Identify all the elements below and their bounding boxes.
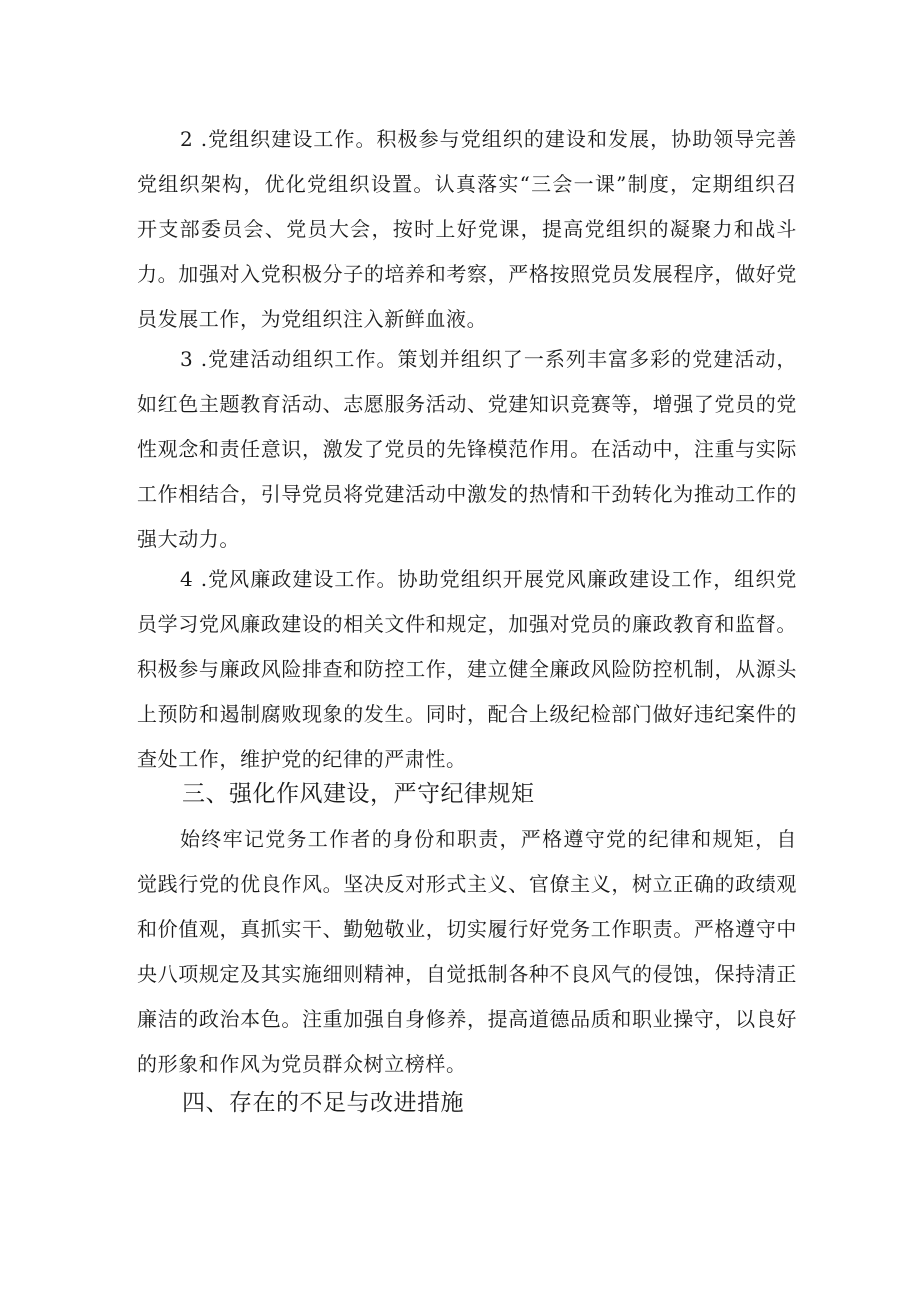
section-heading-four: 四、存在的不足与改进措施 bbox=[182, 1090, 464, 1116]
paragraph-text: 4 .党风廉政建设工作。协助党组织开展党风廉政建设工作，组织党员学习党风廉政建设的相关文件和规定，加强对党员的廉政教育和监督。积极参与廉政风险排查和防控工作，建立健全廉政风险防控机制，从源头上预防和遏制腐败现象的发生。同时，配合上级纪检部门做好违纪案件的查处工作，维护党的纪律的严肃性。 bbox=[137, 567, 797, 771]
paragraph-party-organization bbox=[137, 117, 797, 342]
section-heading-three: 三、强化作风建设，严守纪律规矩 bbox=[182, 781, 535, 807]
paragraph-work-style bbox=[137, 817, 797, 1087]
paragraph-text: 3 .党建活动组织工作。策划并组织了一系列丰富多彩的党建活动，如红色主题教育活动、志愿服务活动、党建知识竞赛等，增强了党员的党性观念和责任意识，激发了党员的先锋模范作用。在活动中，注重与实际工作相结合，引导党员将党建活动中激发的热情和干劲转化为推动工作的强大动力。 bbox=[137, 347, 797, 551]
paragraph-text: 始终牢记党务工作者的身份和职责，严格遵守党的纪律和规矩，自觉践行党的优良作风。坚决反对形式主义、官僚主义，树立正确的政绩观和价值观，真抓实干、勤勉敬业，切实履行好党务工作职责。严格遵守中央八项规定及其实施细则精神，自觉抵制各种不良风气的侵蚀，保持清正廉洁的政治本色。注重加强自身修养，提高道德品质和职业操守，以良好的形象和作风为党员群众树立榜样。 bbox=[137, 827, 797, 1076]
paragraph-clean-governance bbox=[137, 557, 797, 782]
paragraph-text: 2 .党组织建设工作。积极参与党组织的建设和发展，协助领导完善党组织架构，优化党组织设置。认真落实“三会一课”制度，定期组织召开支部委员会、党员大会，按时上好党课，提高党组织的凝聚力和战斗力。加强对入党积极分子的培养和考察，严格按照党员发展程序，做好党员发展工作，为党组织注入新鲜血液。 bbox=[137, 127, 797, 331]
paragraph-party-activities bbox=[137, 337, 797, 562]
